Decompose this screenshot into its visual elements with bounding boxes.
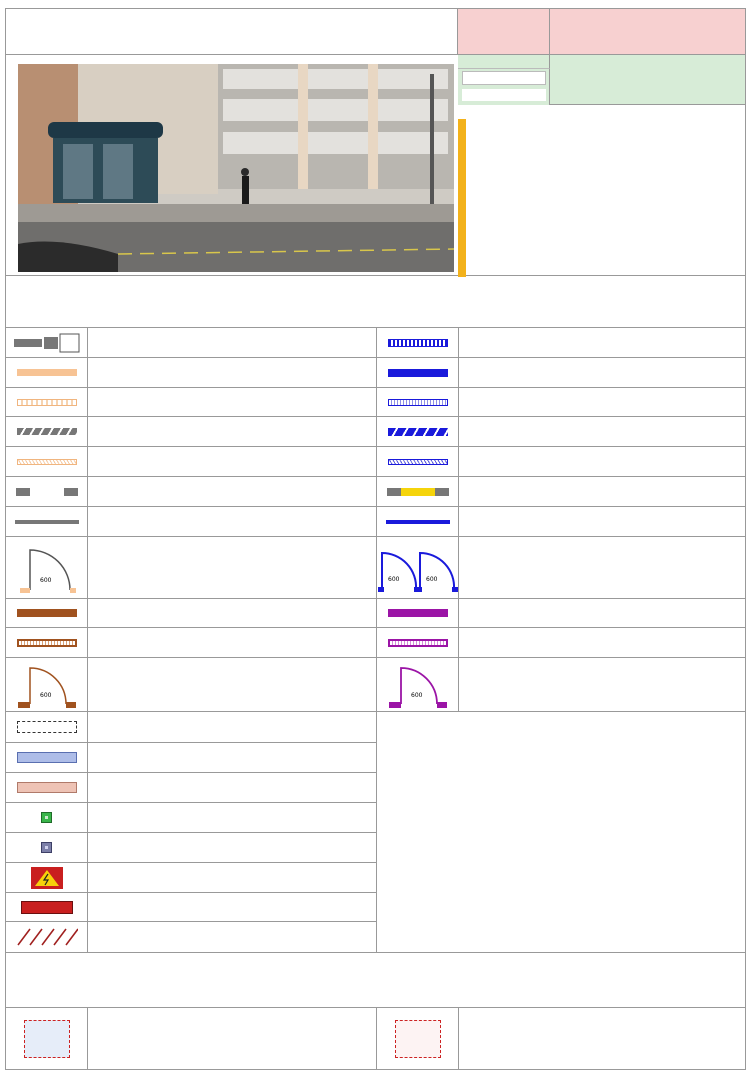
date-value: [462, 89, 546, 101]
evacuation-path-symbol: [377, 1008, 459, 1069]
legend-label: [459, 658, 745, 711]
legend-item: [377, 507, 745, 537]
legend-item: [6, 922, 376, 952]
legend-label: [88, 863, 376, 892]
new-door-symbol: [377, 537, 459, 598]
legend-label: [88, 658, 376, 711]
existing-fire-reinforced-partition-symbol: [6, 628, 88, 657]
legend-item: [6, 712, 376, 743]
legend-item: [377, 328, 745, 358]
legend-item: [6, 773, 376, 803]
zoning-label: [88, 1008, 376, 1069]
legend-item: [377, 417, 745, 447]
new-reinforced-partition-symbol: [377, 388, 459, 416]
area-table-head: [466, 105, 745, 119]
new-glass-partition-symbol: [377, 417, 459, 446]
legend-item: [377, 628, 745, 658]
legend-item: [6, 388, 376, 417]
legend-item: [6, 507, 376, 537]
legend-label: [459, 537, 745, 598]
address-value: [550, 55, 745, 105]
facade-header: [5, 8, 746, 276]
legend-label: [459, 328, 745, 357]
legend-item: [377, 599, 745, 628]
new-opening-symbol: [377, 477, 459, 506]
dash-value: [458, 55, 550, 69]
legend-label: [88, 743, 376, 772]
legend-item: [377, 358, 745, 388]
legend-item: [6, 447, 376, 477]
legend-label: [88, 507, 376, 536]
address-title: [550, 9, 745, 55]
fire-door-width-600: 600: [39, 691, 51, 699]
legend-item: [6, 658, 376, 712]
legend-label: [459, 477, 745, 506]
zoning-table: [5, 1008, 746, 1070]
existing-opening-symbol: [6, 477, 88, 506]
existing-glass-partition-symbol: [6, 417, 88, 446]
legend-label: [88, 477, 376, 506]
legend-item: [6, 863, 376, 893]
legend-right-column: [376, 328, 745, 952]
legend-label: [88, 773, 376, 802]
new-fire-reinforced-partition-symbol: [377, 628, 459, 657]
legend-label: [88, 328, 376, 357]
electrical-panel-icon: [6, 863, 88, 892]
legend-item: [6, 803, 376, 833]
buy-title: [458, 9, 550, 55]
existing-fire-door-symbol: [6, 658, 88, 711]
legend-label: [459, 507, 745, 536]
svg-text:600: 600: [425, 575, 437, 583]
zoning-item: [6, 1008, 376, 1069]
opening-infill-symbol: [377, 328, 459, 357]
legend-label: [459, 599, 745, 627]
zoning-item: [376, 1008, 745, 1069]
legend-label: [88, 388, 376, 416]
existing-partition-symbol: [6, 358, 88, 387]
legend-label: [88, 628, 376, 657]
legend-item: [6, 833, 376, 863]
water-riser-symbol: [6, 833, 88, 862]
existing-fire-partition-symbol: [6, 599, 88, 627]
svg-text:600: 600: [410, 691, 422, 699]
sewer-riser-symbol: [6, 803, 88, 832]
legend-label: [88, 537, 376, 598]
new-fire-partition-symbol: [377, 599, 459, 627]
new-fire-door-symbol: [377, 658, 459, 711]
legend-item: [377, 388, 745, 417]
door-width-600: 600: [39, 576, 51, 584]
legend-item: [6, 743, 376, 773]
legend-label: [88, 833, 376, 862]
legend-table: [5, 328, 746, 952]
legend-label: [88, 358, 376, 387]
legend-item: [6, 358, 376, 388]
legend-label: [88, 712, 376, 742]
area-table-side-label: [458, 119, 466, 277]
legend-item: [6, 599, 376, 628]
used-equipment-symbol: [6, 922, 88, 952]
legend-item: [6, 477, 376, 507]
existing-cladding-symbol: [6, 447, 88, 476]
legend-label: [88, 803, 376, 832]
date-label: [462, 71, 546, 85]
legend-label: [88, 922, 376, 952]
transport-corridor-symbol: [6, 1008, 88, 1069]
legend-item: [6, 893, 376, 922]
legend-label: [88, 599, 376, 627]
new-partition-symbol: [377, 358, 459, 387]
zoning-title: [5, 952, 746, 1008]
area-table: [458, 105, 745, 277]
existing-window-symbol: [6, 507, 88, 536]
legend-label: [459, 388, 745, 416]
existing-wall-symbol: [6, 328, 88, 357]
legend-item: [377, 477, 745, 507]
legend-label: [459, 447, 745, 476]
new-window-symbol: [377, 507, 459, 536]
legend-label: [459, 628, 745, 657]
zoning-label: [459, 1008, 745, 1069]
new-cladding-symbol: [377, 447, 459, 476]
legend-label: [459, 358, 745, 387]
legend-item: [377, 447, 745, 477]
legend-label: [88, 447, 376, 476]
facade-photo: [18, 64, 454, 272]
beam-symbol: [6, 712, 88, 742]
existing-reinforced-partition-symbol: [6, 388, 88, 416]
legend-item: [6, 628, 376, 658]
svg-text:600: 600: [387, 575, 399, 583]
legend-item: [377, 537, 745, 599]
ventilation-symbol: [6, 743, 88, 772]
existing-door-symbol: [6, 537, 88, 598]
fire-hydrant-symbol: [6, 893, 88, 921]
legend-label: [88, 893, 376, 921]
photo-title: [6, 9, 458, 55]
legend-left-column: [6, 328, 376, 952]
legend-item: [6, 537, 376, 599]
legend-label: [459, 417, 745, 446]
legend-label: [88, 417, 376, 446]
legend-item: [377, 658, 745, 712]
heating-symbol: [6, 773, 88, 802]
legend-title: [5, 276, 746, 328]
legend-item: [6, 417, 376, 447]
legend-item: [6, 328, 376, 358]
